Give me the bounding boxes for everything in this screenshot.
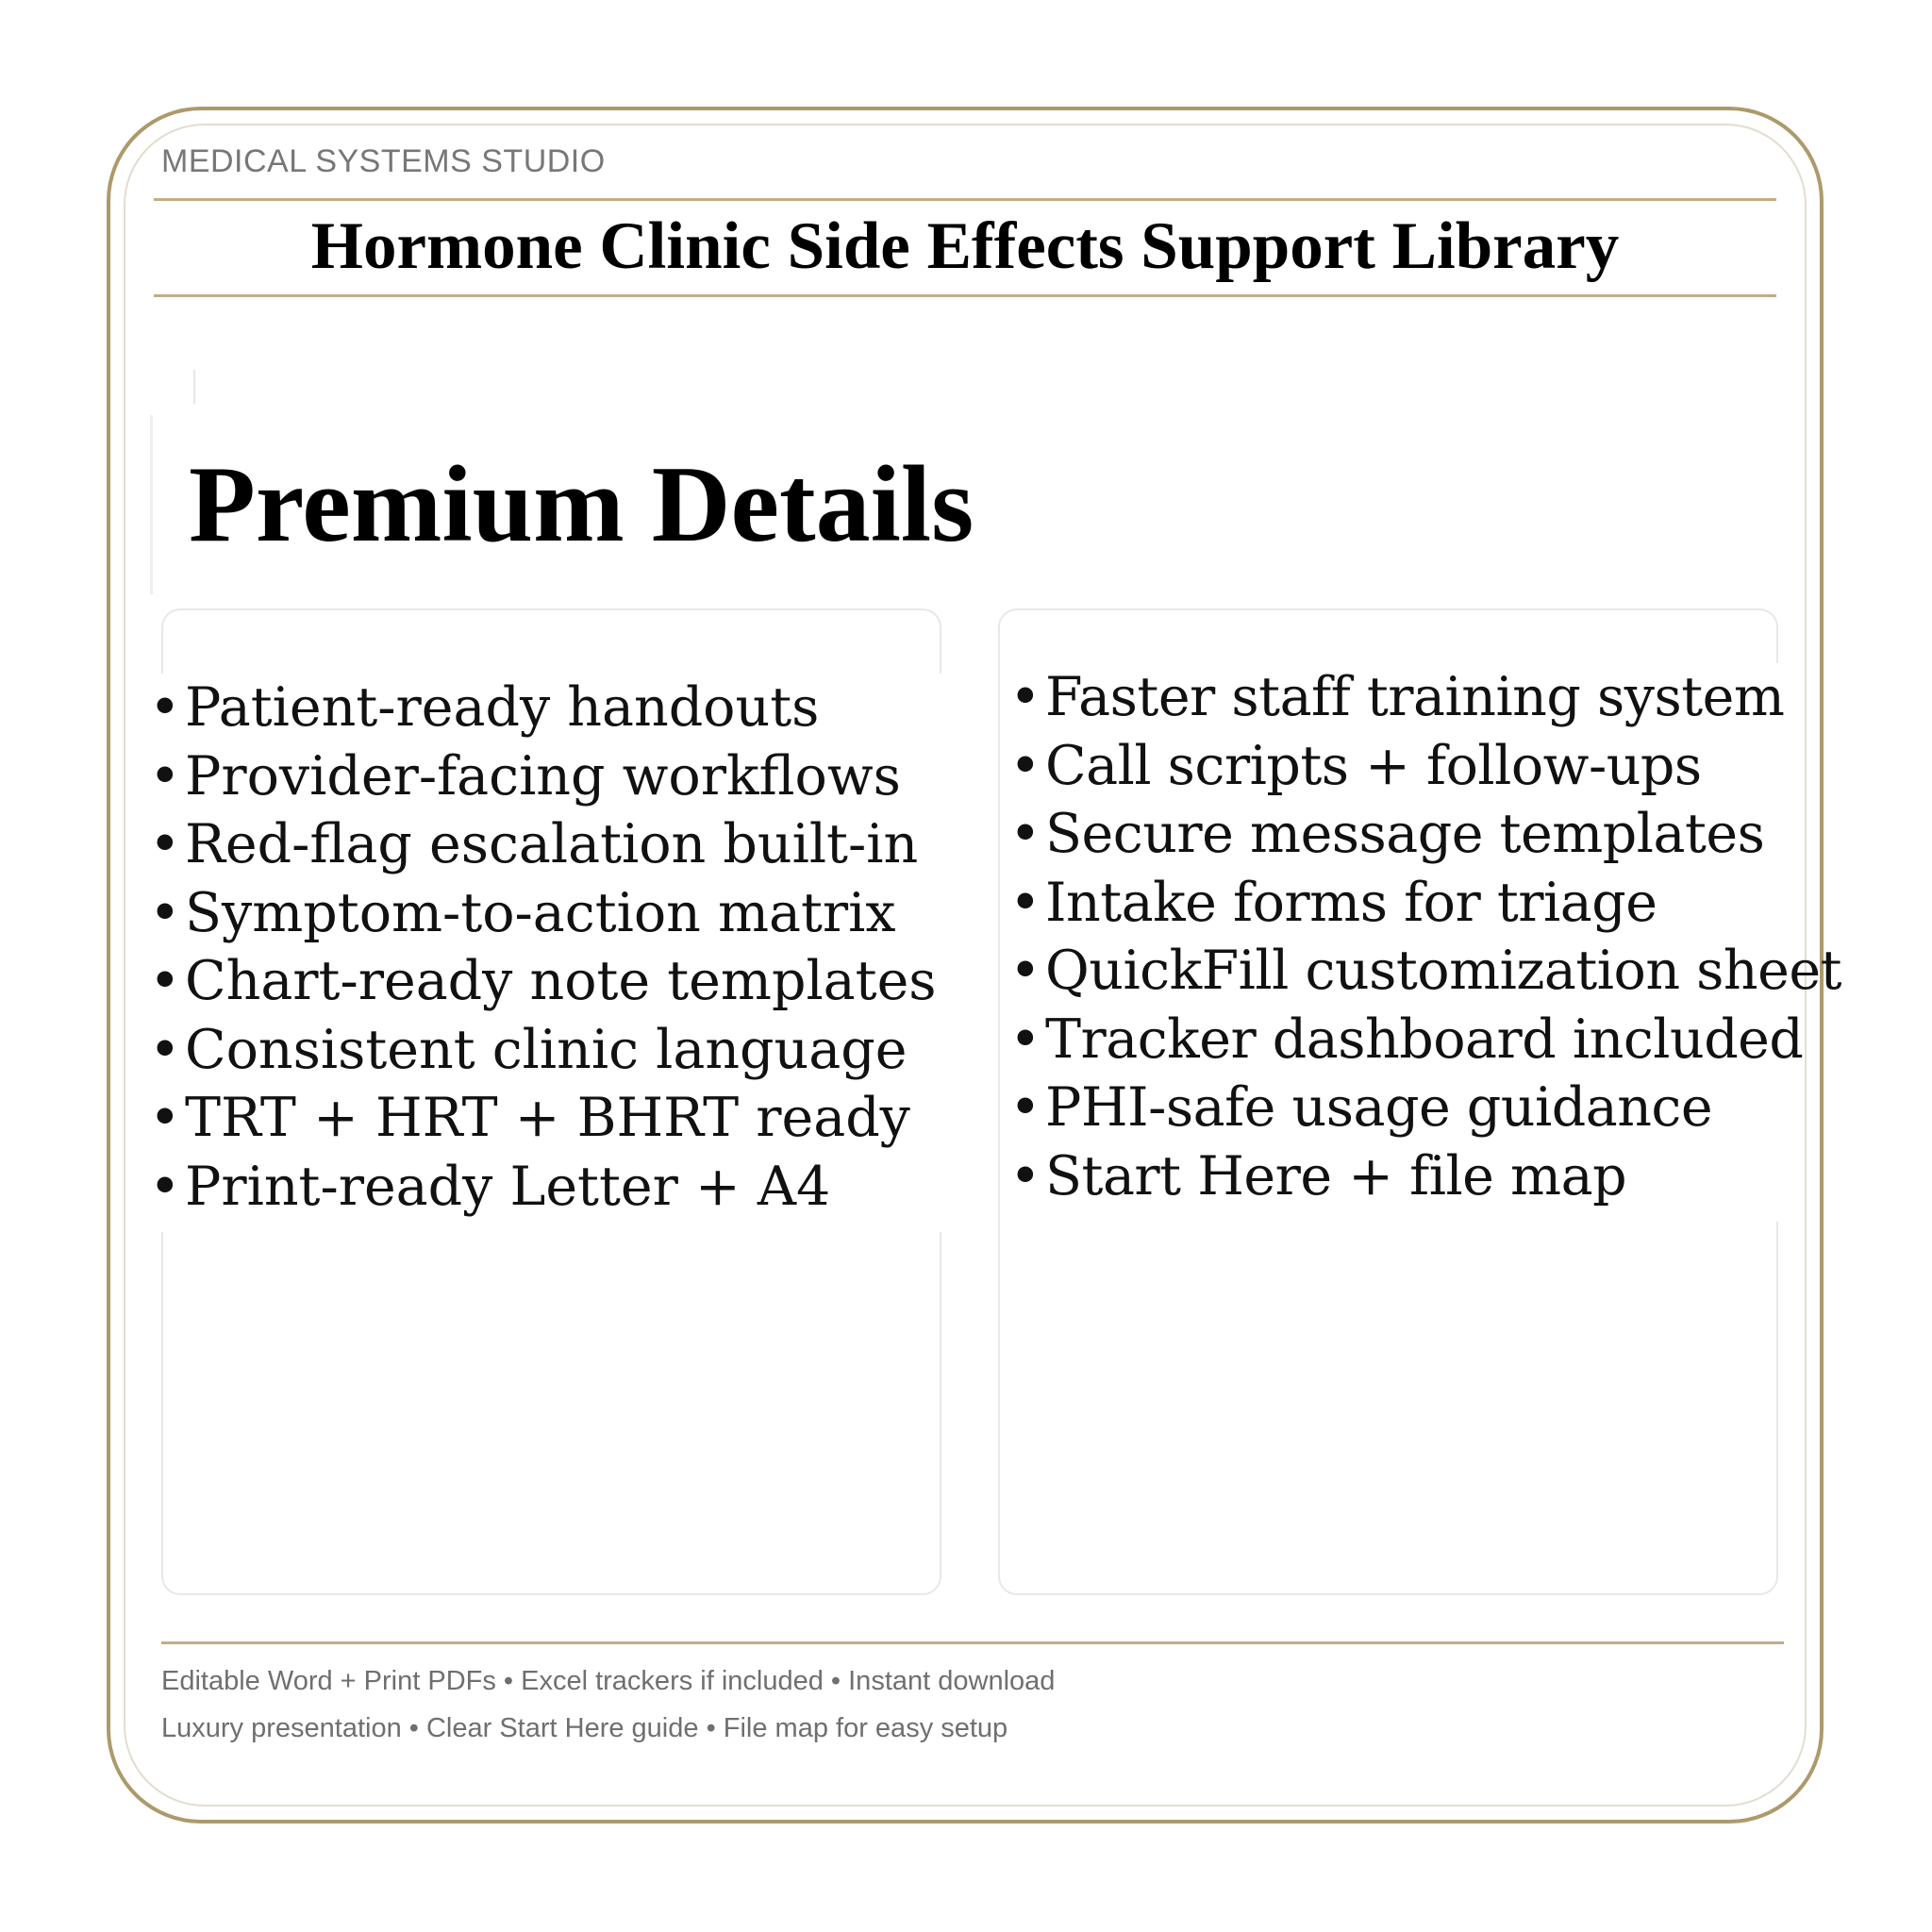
- studio-name: MEDICAL SYSTEMS STUDIO: [161, 143, 606, 179]
- section-heading: Premium Details: [189, 444, 974, 565]
- bullet-icon: •: [149, 744, 181, 808]
- feature-item: [149, 947, 960, 1016]
- header-divider-bottom: [154, 294, 1776, 297]
- feature-label: Secure message templates: [1045, 803, 1765, 865]
- feature-label: TRT + HRT + BHRT ready: [185, 1087, 910, 1149]
- heading-accent-bar: [150, 415, 153, 594]
- feature-label: Provider-facing workflows: [185, 744, 901, 808]
- feature-label: Intake forms for triage: [1045, 871, 1657, 934]
- feature-label: Faster staff training system: [1045, 666, 1785, 728]
- feature-label: Red-flag escalation built-in: [185, 813, 919, 875]
- feature-item: [149, 879, 960, 948]
- footer-divider: [161, 1641, 1784, 1644]
- feature-label: Patient-ready handouts: [185, 676, 820, 739]
- feature-list-right: [1009, 663, 1842, 1222]
- feature-label: QuickFill customization sheet: [1045, 940, 1842, 1002]
- bullet-icon: •: [1009, 871, 1041, 934]
- footer-text-line-1: Editable Word + Print PDFs • Excel trackers if included • Instant download: [161, 1666, 1056, 1696]
- footer-text-line-2: Luxury presentation • Clear Start Here guide • File map for easy setup: [161, 1713, 1008, 1743]
- document-title: Hormone Clinic Side Effects Support Library: [310, 209, 1620, 283]
- feature-list-left: [149, 674, 960, 1232]
- feature-item: [1009, 800, 1792, 869]
- feature-label: Call scripts + follow-ups: [1045, 734, 1702, 797]
- feature-item: [1009, 732, 1792, 801]
- feature-item: [1009, 1142, 1792, 1211]
- feature-label: PHI-safe usage guidance: [1045, 1076, 1713, 1139]
- bullet-icon: •: [1009, 1144, 1041, 1208]
- feature-item: [1009, 1006, 1804, 1074]
- feature-item: [1009, 663, 1792, 732]
- bullet-icon: •: [149, 676, 181, 739]
- bullet-icon: •: [1009, 1076, 1041, 1139]
- bullet-icon: •: [149, 1155, 181, 1218]
- feature-label: Chart-ready note templates: [185, 950, 937, 1012]
- feature-item: [149, 1016, 960, 1085]
- bullet-icon: •: [1009, 1008, 1041, 1071]
- bullet-icon: •: [1009, 666, 1041, 728]
- feature-item: [149, 810, 960, 879]
- feature-item: [1009, 1074, 1792, 1142]
- bullet-icon: •: [149, 813, 181, 875]
- feature-item: [149, 1084, 960, 1153]
- feature-label: Print-ready Letter + A4: [185, 1155, 831, 1218]
- bullet-icon: •: [149, 1018, 181, 1081]
- bullet-icon: •: [149, 881, 181, 944]
- decorative-tick: [193, 370, 195, 404]
- feature-label: Consistent clinic language: [185, 1018, 908, 1081]
- feature-item: [1009, 869, 1792, 938]
- feature-label: Start Here + file map: [1045, 1144, 1627, 1208]
- bullet-icon: •: [1009, 940, 1041, 1002]
- bullet-icon: •: [1009, 803, 1041, 865]
- bullet-icon: •: [149, 950, 181, 1012]
- feature-label: Symptom-to-action matrix: [185, 881, 896, 944]
- bullet-icon: •: [1009, 734, 1041, 797]
- feature-label: Tracker dashboard included: [1045, 1008, 1804, 1071]
- feature-item: [149, 674, 960, 742]
- feature-item: [149, 742, 960, 811]
- bullet-icon: •: [149, 1087, 181, 1149]
- feature-item: [149, 1153, 960, 1222]
- feature-item: [1009, 937, 1842, 1006]
